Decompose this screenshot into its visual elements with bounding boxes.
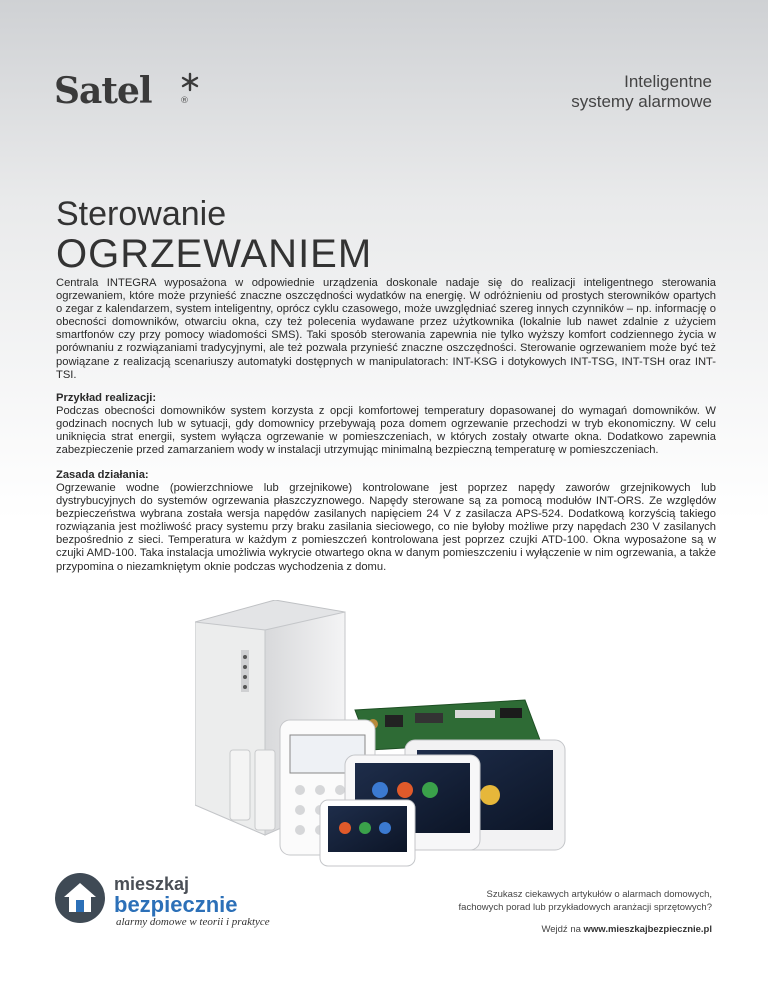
example-paragraph: Podczas obecności domowników system korzysta z opcji komfortowej temperatury dopasowanej do wymagań domowników. W godzinach nocnych lub w sytuacji, gdy domownicy przebywają poza domem ogrzewanie przechodzi w tryb ekonomiczny. W celu uniknięcia strat energii, system wyłącza ogrzewanie w pomieszczeniach, w których zostały otwarte okna. Dodatkowo zapewnia zabezpieczenie przed zamarzaniem wody w instalacji utrzymując minimalną bezpieczną temperaturę w pomieszczeniach. <box>56 405 716 457</box>
logo-wordmark: Satel <box>54 70 152 112</box>
tagline-line-1: Inteligentne <box>624 72 712 91</box>
touch-panel-small <box>320 800 415 866</box>
example-heading: Przykład realizacji: <box>56 392 157 404</box>
brand-word-1: mieszkaj <box>114 874 190 894</box>
intro-paragraph: Centrala INTEGRA wyposażona w odpowiednie urządzenia doskonale nadaje się do realizacji inteligentnego sterowania ogrzewaniem, które może przynieść znaczne oszczędności wydatków na energię. W odróżnieniu od prostych sterowników opartych o zegar z kalendarzem, system inteligentny, oprócz cyklu czasowego, może uwzględniać szereg innych czynników – np. informację o obecności domowników, otwarciu okna, czy też polecenia wydawane przez użytkownika (lokalnie lub nawet zdalnie z użyciem smartfonów czy przy pomocy wiadomości SMS). Taki sposób sterowania zapewnia nie tylko wyższy komfort codziennego życia w porównaniu z rozwiązaniami tradycyjnymi, ale też pozwala przynieść znaczne oszczędności. Sterowanie ogrzewaniem może być też powiązane z realizacją scenariuszy automatyki dostępnych w manipulatorach: INT-KSG i dotykowych INT-TSG, INT-TSH oraz INT-TSI. <box>56 277 716 381</box>
product-illustration <box>195 600 575 870</box>
tagline <box>571 72 712 112</box>
snowflake-icon <box>180 72 200 92</box>
footer-line-1: Szukasz ciekawych artykułów o alarmach domowych, <box>486 889 712 900</box>
principle-heading: Zasada działania: <box>56 469 149 481</box>
brand-word-2: bezpiecznie <box>114 892 238 917</box>
principle-paragraph: Ogrzewanie wodne (powierzchniowe lub grzejnikowe) kontrolowane jest poprzez napędy zaworów grzejnikowych lub dystrybucyjnych do systemów ogrzewania płaszczyznowego. Napędy sterowane są za pomocą modułów INT-ORS. Ze względów bezpieczeństwa wybrana została wersja napędów zasilanych napięciem 24 V z zasilacza APS-524. Dodatkową korzyścią takiego rozwiązania jest możliwość pracy systemu przy braku zasilania sieciowego, co nie byłoby możliwe przy napędach 230 V zasilanych bezpośrednio z sieci. Temperatura w każdym z pomieszczeń kontrolowana jest poprzez czujki ATD-100. Okna wyposażone są w czujki AMD-100. Taka instalacja umożliwia wykrycie otwartego okna w danym pomieszczeniu i wyłączenie w nim ogrzewania, a także przypomina o niezamkniętym oknie podczas wychodzenia z domu. <box>56 482 716 573</box>
brand-slogan: alarmy domowe w teorii i praktyce <box>116 916 270 928</box>
tagline-line-2: systemy alarmowe <box>571 92 712 111</box>
website-link[interactable]: www.mieszkajbezpiecznie.pl <box>583 924 712 935</box>
registered-mark: ® <box>180 96 189 106</box>
footer-visit <box>459 923 712 936</box>
house-shield-icon <box>54 872 106 924</box>
page-title-big: OGRZEWANIEM <box>56 232 373 276</box>
mieszkaj-bezpiecznie-logo <box>54 866 314 936</box>
visit-prefix: Wejdź na <box>541 924 584 935</box>
page-title-small: Sterowanie <box>56 195 227 233</box>
footer-line-2: fachowych porad lub przykładowych aranżacji sprzętowych? <box>458 902 712 913</box>
satel-logo <box>54 70 214 118</box>
footer-text <box>459 888 712 936</box>
